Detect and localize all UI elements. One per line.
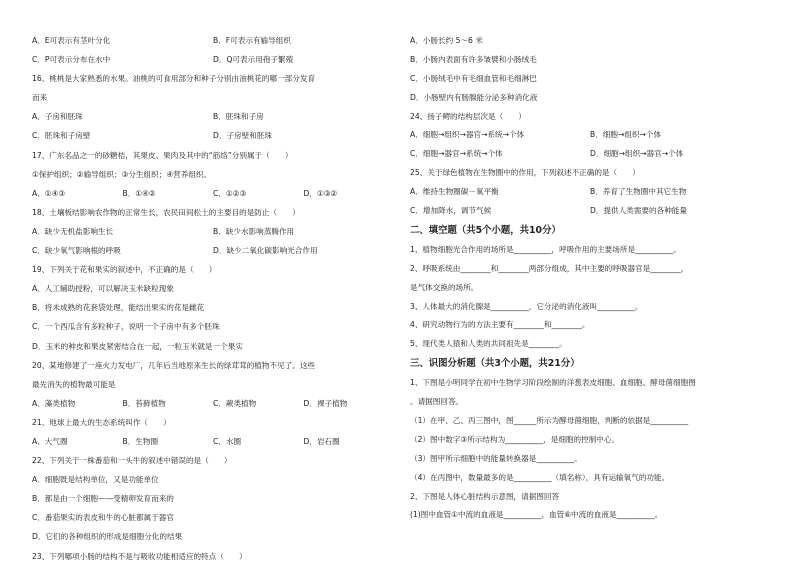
question-17-items: ①保护组织；②输导组织；③分生组织；④营养组织。: [32, 169, 212, 179]
question-17-options: [32, 189, 394, 199]
fill-question-3: 3、人体最大的消化腺是__________，它分泌的消化液叫__________。: [410, 301, 643, 311]
option-a: A．藻类植物: [32, 398, 76, 408]
question-23-option-b: B．小肠内表面有许多皱襞和小肠绒毛: [410, 54, 537, 64]
question-23-option-a: A．小肠长约 5～6 米: [410, 36, 483, 45]
fill-question-4: 4、研究动物行为的方法主要有________和________。: [410, 320, 590, 330]
option-b: B．养育了生物圈中其它生物: [590, 187, 687, 197]
question-20-options: [32, 399, 394, 409]
option-d: D．提供人类需要的各种能量: [590, 206, 687, 216]
option-b: B．胚珠和子房: [213, 112, 264, 122]
question-25-options-cd: [410, 206, 770, 216]
diagram-question-1-part-4: （4）在丙图中，数量最多的是__________（填名称），具有运输氧气的功能。: [410, 472, 670, 482]
diagram-question-2-part-1: (1)图中血管①中流的血液是__________，血管⑥中流的血液是__________。: [410, 510, 663, 520]
question-19-option-d: D．玉米的种皮和果皮紧密结合在一起，一粒玉米就是一个果实: [32, 341, 243, 351]
option-b: B．苔藓植物: [122, 398, 166, 408]
option-a: A．大气圈: [32, 436, 68, 446]
option-a: A．子房和胚珠: [32, 112, 83, 122]
option-d: D．子房壁和胚珠: [213, 131, 273, 141]
option-c: C．缺少氧气影响根的呼吸: [32, 246, 121, 256]
question-22-option-a: A．细胞既是结构单位，又是功能单位: [32, 475, 159, 485]
option-d: D．裸子植物: [303, 398, 348, 408]
question-23-option-d: D．小肠壁内有肠腺能分泌多种消化液: [410, 92, 538, 102]
right-column: [410, 36, 770, 529]
question-18-options-ab: [32, 227, 394, 237]
question-20-stem: 20、某地修建了一座火力发电厂，几年后当地原来生长的绿茸茸的植物不见了。这些: [32, 360, 316, 370]
question-16-stem: 16、桃桃是大家熟悉的水果。油桃的可食用部分和种子分别由油桃花的哪一部分发育: [32, 74, 316, 84]
question-19-option-a: A．人工辅助授粉，可以解决玉米缺粒现象: [32, 284, 174, 294]
question-24-options-ab: [410, 130, 770, 140]
question-16-options-ab: [32, 112, 394, 122]
option-b: B．生物圈: [122, 436, 159, 446]
option-c: C．P可表示分布在水中: [32, 55, 111, 65]
question-23-stem: 23、下列哪项小肠的结构不是与吸收功能相适应的特点（ ）: [32, 551, 247, 561]
question-22-stem: 22、下列关于一株番茄和一头牛的叙述中错误的是（ ）: [32, 456, 232, 466]
option-a: A．缺少无机盐影响生长: [32, 226, 114, 236]
question-18-options-cd: [32, 246, 394, 256]
question-17-stem: 17、广东名品之一的砂糖桔，其果皮、果肉及其中的“筋络”分别属于（ ）: [32, 150, 293, 160]
question-22-option-b: B．都是由一个细胞——受精卵发育而来的: [32, 494, 174, 504]
option-c: C．①②③: [213, 188, 247, 198]
question-24-options-cd: [410, 149, 770, 159]
option-d: D．岩石圈: [303, 436, 340, 446]
diagram-question-1-stem: 1、下图是小明同学在初中生物学习阶段绘制的洋葱表皮细胞、血细胞、酵母菌细胞图: [410, 378, 696, 388]
option-a: A．E可表示有茎叶分化: [32, 36, 111, 45]
question-22-option-d: D．它们的各种组织的形成是细胞分化的结果: [32, 532, 183, 542]
question-16-stem-cont: 而来: [32, 93, 48, 103]
question-16-options-cd: [32, 131, 394, 141]
option-a: A．细胞→组织→器官→系统→个体: [410, 130, 525, 140]
option-d: D．Q可表示用孢子繁殖: [213, 55, 294, 65]
question-22-option-c: C．番茄果实的表皮和牛的心脏都属于器官: [32, 513, 174, 523]
option-b: B．细胞→组织→个体: [590, 130, 662, 140]
option-c: C．水圈: [213, 436, 242, 446]
question-15-options-ab: [32, 36, 394, 46]
option-c: C．蕨类植物: [213, 398, 257, 408]
question-18-stem: 18、土壤板结影响农作物的正常生长，农民田间松土的主要目的是防止（ ）: [32, 207, 300, 217]
question-15-options-cd: [32, 55, 394, 65]
fill-question-2: 2、呼吸系统由________和________两部分组成，其中主要的呼吸器官是________，: [410, 263, 689, 273]
question-25-stem: 25、关于绿色植物在生物圈中的作用，下列叙述不正确的是（ ）: [410, 168, 640, 178]
option-b: B．缺少水影响蒸腾作用: [213, 226, 295, 236]
option-a: A．①④③: [32, 188, 66, 198]
option-a: A．维持生物圈碳－氧平衡: [410, 187, 499, 197]
section-title-fill-in: 二、填空题（共5个小题，共10分）: [410, 224, 561, 236]
diagram-question-1-part-1: （1）在甲、乙、丙三图中，图______所示为酵母菌细胞，判断的依据是__________: [410, 416, 689, 426]
option-c: C．胚珠和子房壁: [32, 131, 91, 141]
question-23-option-c: C．小肠绒毛中有毛细血管和毛细淋巴: [410, 73, 537, 83]
diagram-question-2-stem: 2、下图是人体心脏结构示意图，请据图回答: [410, 491, 560, 501]
option-c: C．增加降水，调节气候: [410, 206, 492, 216]
question-20-stem-cont: 最先消失的植物最可能是: [32, 379, 116, 389]
question-19-stem: 19、下列关于花和果实的叙述中，不正确的是（ ）: [32, 265, 217, 275]
option-c: C．细胞→器官→系统→个体: [410, 149, 503, 159]
option-d: D．缺少二氧化碳影响光合作用: [213, 246, 318, 256]
left-column: [32, 36, 394, 571]
fill-question-5: 5、现代类人猿和人类的共同祖先是________。: [410, 339, 567, 349]
question-19-option-b: B．将未成熟的花套袋处理，能结出果实的花是雌花: [32, 303, 205, 313]
diagram-question-1-stem-cont: 。请据图回答。: [410, 397, 464, 407]
question-21-stem: 21、地球上最大的生态系统叫作（ ）: [32, 417, 171, 427]
diagram-question-1-part-3: （3）图甲所示细胞中的能量转换器是__________。: [410, 453, 582, 463]
question-19-option-c: C．一个西瓜含有多粒种子，说明一个子房中有多个胚珠: [32, 322, 220, 332]
option-b: B．①④②: [122, 188, 156, 198]
option-d: D．细胞→组织→器官→个体: [590, 149, 684, 159]
fill-question-2-cont: 是气体交换的场所。: [410, 282, 479, 292]
question-24-stem: 24、扬子鳄的结构层次是（ ）: [410, 111, 526, 121]
section-title-diagram-analysis: 三、识图分析题（共3个小题，共21分）: [410, 358, 580, 370]
diagram-question-1-part-2: （2）图中数字③所示结构为__________，是细胞的控制中心。: [410, 434, 620, 444]
option-b: B．F可表示有输导组织: [213, 36, 291, 45]
fill-question-1: 1、植物细胞光合作用的场所是__________，呼吸作用的主要场所是__________。: [410, 244, 681, 254]
option-d: D．①③②: [303, 188, 338, 198]
question-21-options: [32, 437, 394, 447]
question-25-options-ab: [410, 187, 770, 197]
